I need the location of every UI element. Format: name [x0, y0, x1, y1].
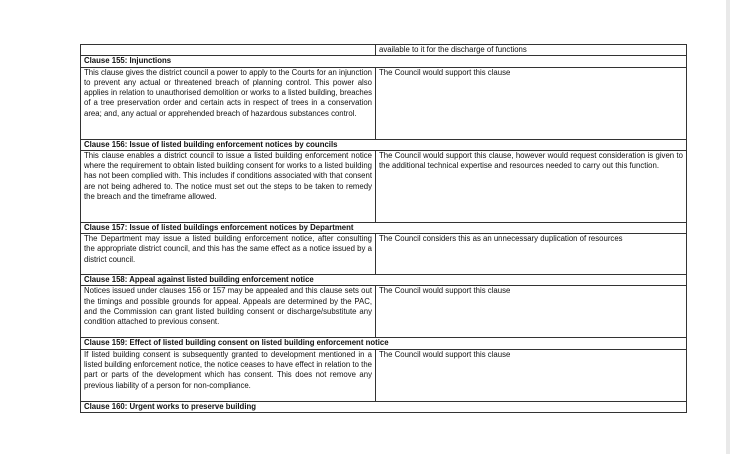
- clause-159-header: [81, 338, 687, 349]
- clause-description: If listed building consent is subsequently granted to development mentioned in a listed building enforcement notice, the notice ceases to have effect in relation to the part or parts of the development which has consent. This does not remove any previous liability of a person for non-compliance.: [81, 349, 376, 401]
- council-response: The Council would support this clause: [376, 286, 687, 338]
- clause-156-header: [81, 139, 687, 150]
- clause-description: Notices issued under clauses 156 or 157 may be appealed and this clause sets out the timings and possible grounds for appeal. Appeals are determined by the PAC, and the Commission can grant listed building consent or discharge/substitute any condition attached to previous consent.: [81, 286, 376, 338]
- clause-158-row: [81, 286, 687, 338]
- page-edge: [726, 0, 730, 454]
- council-response: The Council would support this clause: [376, 67, 687, 139]
- clause-title: Clause 156: Issue of listed building enforcement notices by councils: [81, 139, 687, 150]
- clause-157-row: [81, 234, 687, 275]
- clause-159-row: [81, 349, 687, 401]
- clause-description: This clause gives the district council a power to apply to the Courts for an injunction to prevent any actual or threatened breach of planning control. This power also applies in relation to unauthorised demolition or works to a listed building, breaches of a tree preservation order and certain acts in respect of trees in a conservation area; and, any actual or apprehended breach of hazardous substances control.: [81, 67, 376, 139]
- clause-title: Clause 157: Issue of listed buildings enforcement notices by Department: [81, 222, 687, 233]
- clause-160-header: [81, 401, 687, 412]
- clause-title: Clause 155: Injunctions: [81, 56, 687, 67]
- clause-description: The Department may issue a listed building enforcement notice, after consulting the appropriate district council, and this has the same effect as a notice issued by a district council.: [81, 234, 376, 275]
- council-response: The Council would support this clause: [376, 349, 687, 401]
- clause-158-header: [81, 275, 687, 286]
- clause-title: Clause 160: Urgent works to preserve building: [81, 401, 687, 412]
- clause-156-row: [81, 150, 687, 222]
- empty-cell: [81, 45, 376, 56]
- response-cell: available to it for the discharge of functions: [376, 45, 687, 56]
- table-row: [81, 45, 687, 56]
- council-response: The Council would support this clause, however would request consideration is given to the additional technical expertise and resources needed to carry out this function.: [376, 150, 687, 222]
- clause-title: Clause 158: Appeal against listed building enforcement notice: [81, 275, 687, 286]
- council-response: The Council considers this as an unnecessary duplication of resources: [376, 234, 687, 275]
- clause-title: Clause 159: Effect of listed building consent on listed building enforcement notice: [81, 338, 687, 349]
- clause-table: [80, 44, 687, 413]
- clause-description: This clause enables a district council to issue a listed building enforcement notice where the requirement to obtain listed building consent for works to a listed building has not been complied with. This includes if conditions associated with that consent are not being adhered to. The notice must set out the steps to be taken to remedy the breach and the timeframe allowed.: [81, 150, 376, 222]
- clause-155-header: [81, 56, 687, 67]
- clause-157-header: [81, 222, 687, 233]
- clause-155-row: [81, 67, 687, 139]
